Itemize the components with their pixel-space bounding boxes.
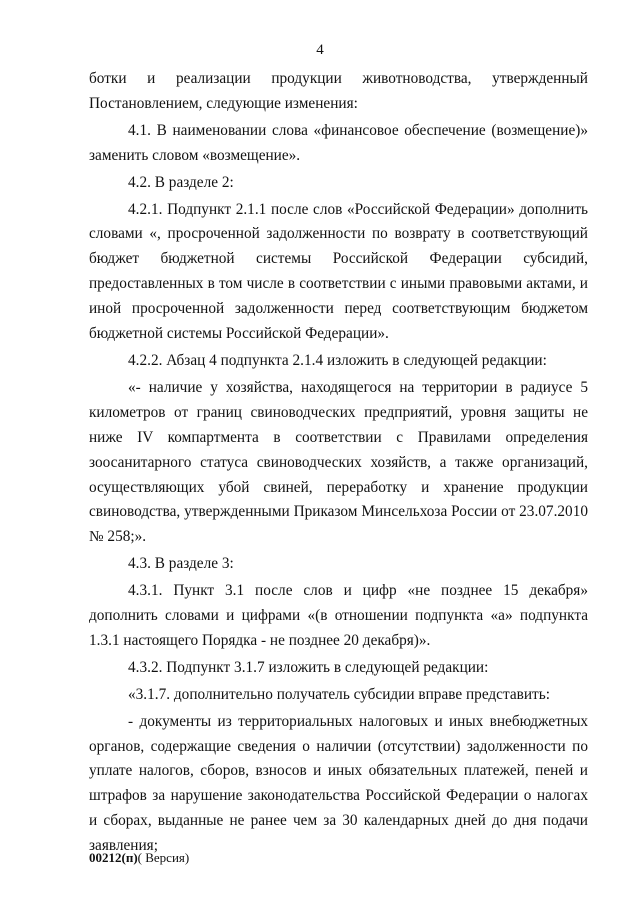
document-code: 00212(п) — [89, 850, 138, 865]
document-footer — [89, 849, 189, 867]
paragraph-4-2: 4.2. В разделе 2: — [128, 173, 234, 191]
paragraph-4-1: 4.1. В наименовании слова «финансовое обеспечение (возмещение)» заменить словом «возмещение». — [89, 121, 588, 164]
paragraph-4-3-1: 4.3.1. Пункт 3.1 после слов и цифр «не позднее 15 декабря» дополнить словами и цифрами «(в отношении подпункта «а» подпункта 1.3.1 настоящего Порядка - не позднее 20 декабря)». — [89, 582, 588, 649]
paragraph-quote-2-1-4: «- наличие у хозяйства, находящегося на территории в радиусе 5 километров от границ свиноводческих предприятий, уровня защиты не ниже IV компартмента в соответствии с Правилами определения зоосанитарного статуса свиноводческих хозяйств, а также организаций, осуществляющих убой свиней, переработку и хранение продукции свиноводства, утвержденными Приказом Минсельхоза России от 23.07.2010 № 258;». — [89, 378, 588, 546]
paragraph-quote-3-1-7: «3.1.7. дополнительно получатель субсидии вправе представить: — [128, 685, 550, 703]
document-version: ( Версия) — [137, 850, 190, 865]
document-body — [89, 67, 588, 859]
paragraph-4-2-2: 4.2.2. Абзац 4 подпункта 2.1.4 изложить в следующей редакции: — [128, 351, 547, 369]
paragraph-4-3-2: 4.3.2. Подпункт 3.1.7 изложить в следующей редакции: — [128, 658, 489, 676]
paragraph-intro: ботки и реализации продукции животноводства, утвержденный Постановлением, следующие изменения: — [89, 70, 588, 112]
paragraph-4-2-1: 4.2.1. Подпункт 2.1.1 после слов «Российской Федерации» дополнить словами «, просроченной задолженности по возврату в соответствующий бюджет бюджетной системы Российской Федерации субсидий, предоставленных в том числе в соответствии с иными правовыми актами, и иной просроченной задолженности перед соответствующим бюджетом бюджетной системы Российской Федерации». — [89, 200, 588, 343]
paragraph-4-3: 4.3. В разделе 3: — [128, 555, 234, 573]
page-number: 4 — [316, 42, 324, 58]
paragraph-documents-list: - документы из территориальных налоговых и иных внебюджетных органов, содержащие сведения о наличии (отсутствии) задолженности по уплате налогов, сборов, взносов и иных обязательных платежей, пеней и штрафов за нарушение законодательства Российской Федерации о налогах и сборах, выданные не ранее чем за 30 календарных дней до дня подачи заявления; — [89, 712, 588, 855]
